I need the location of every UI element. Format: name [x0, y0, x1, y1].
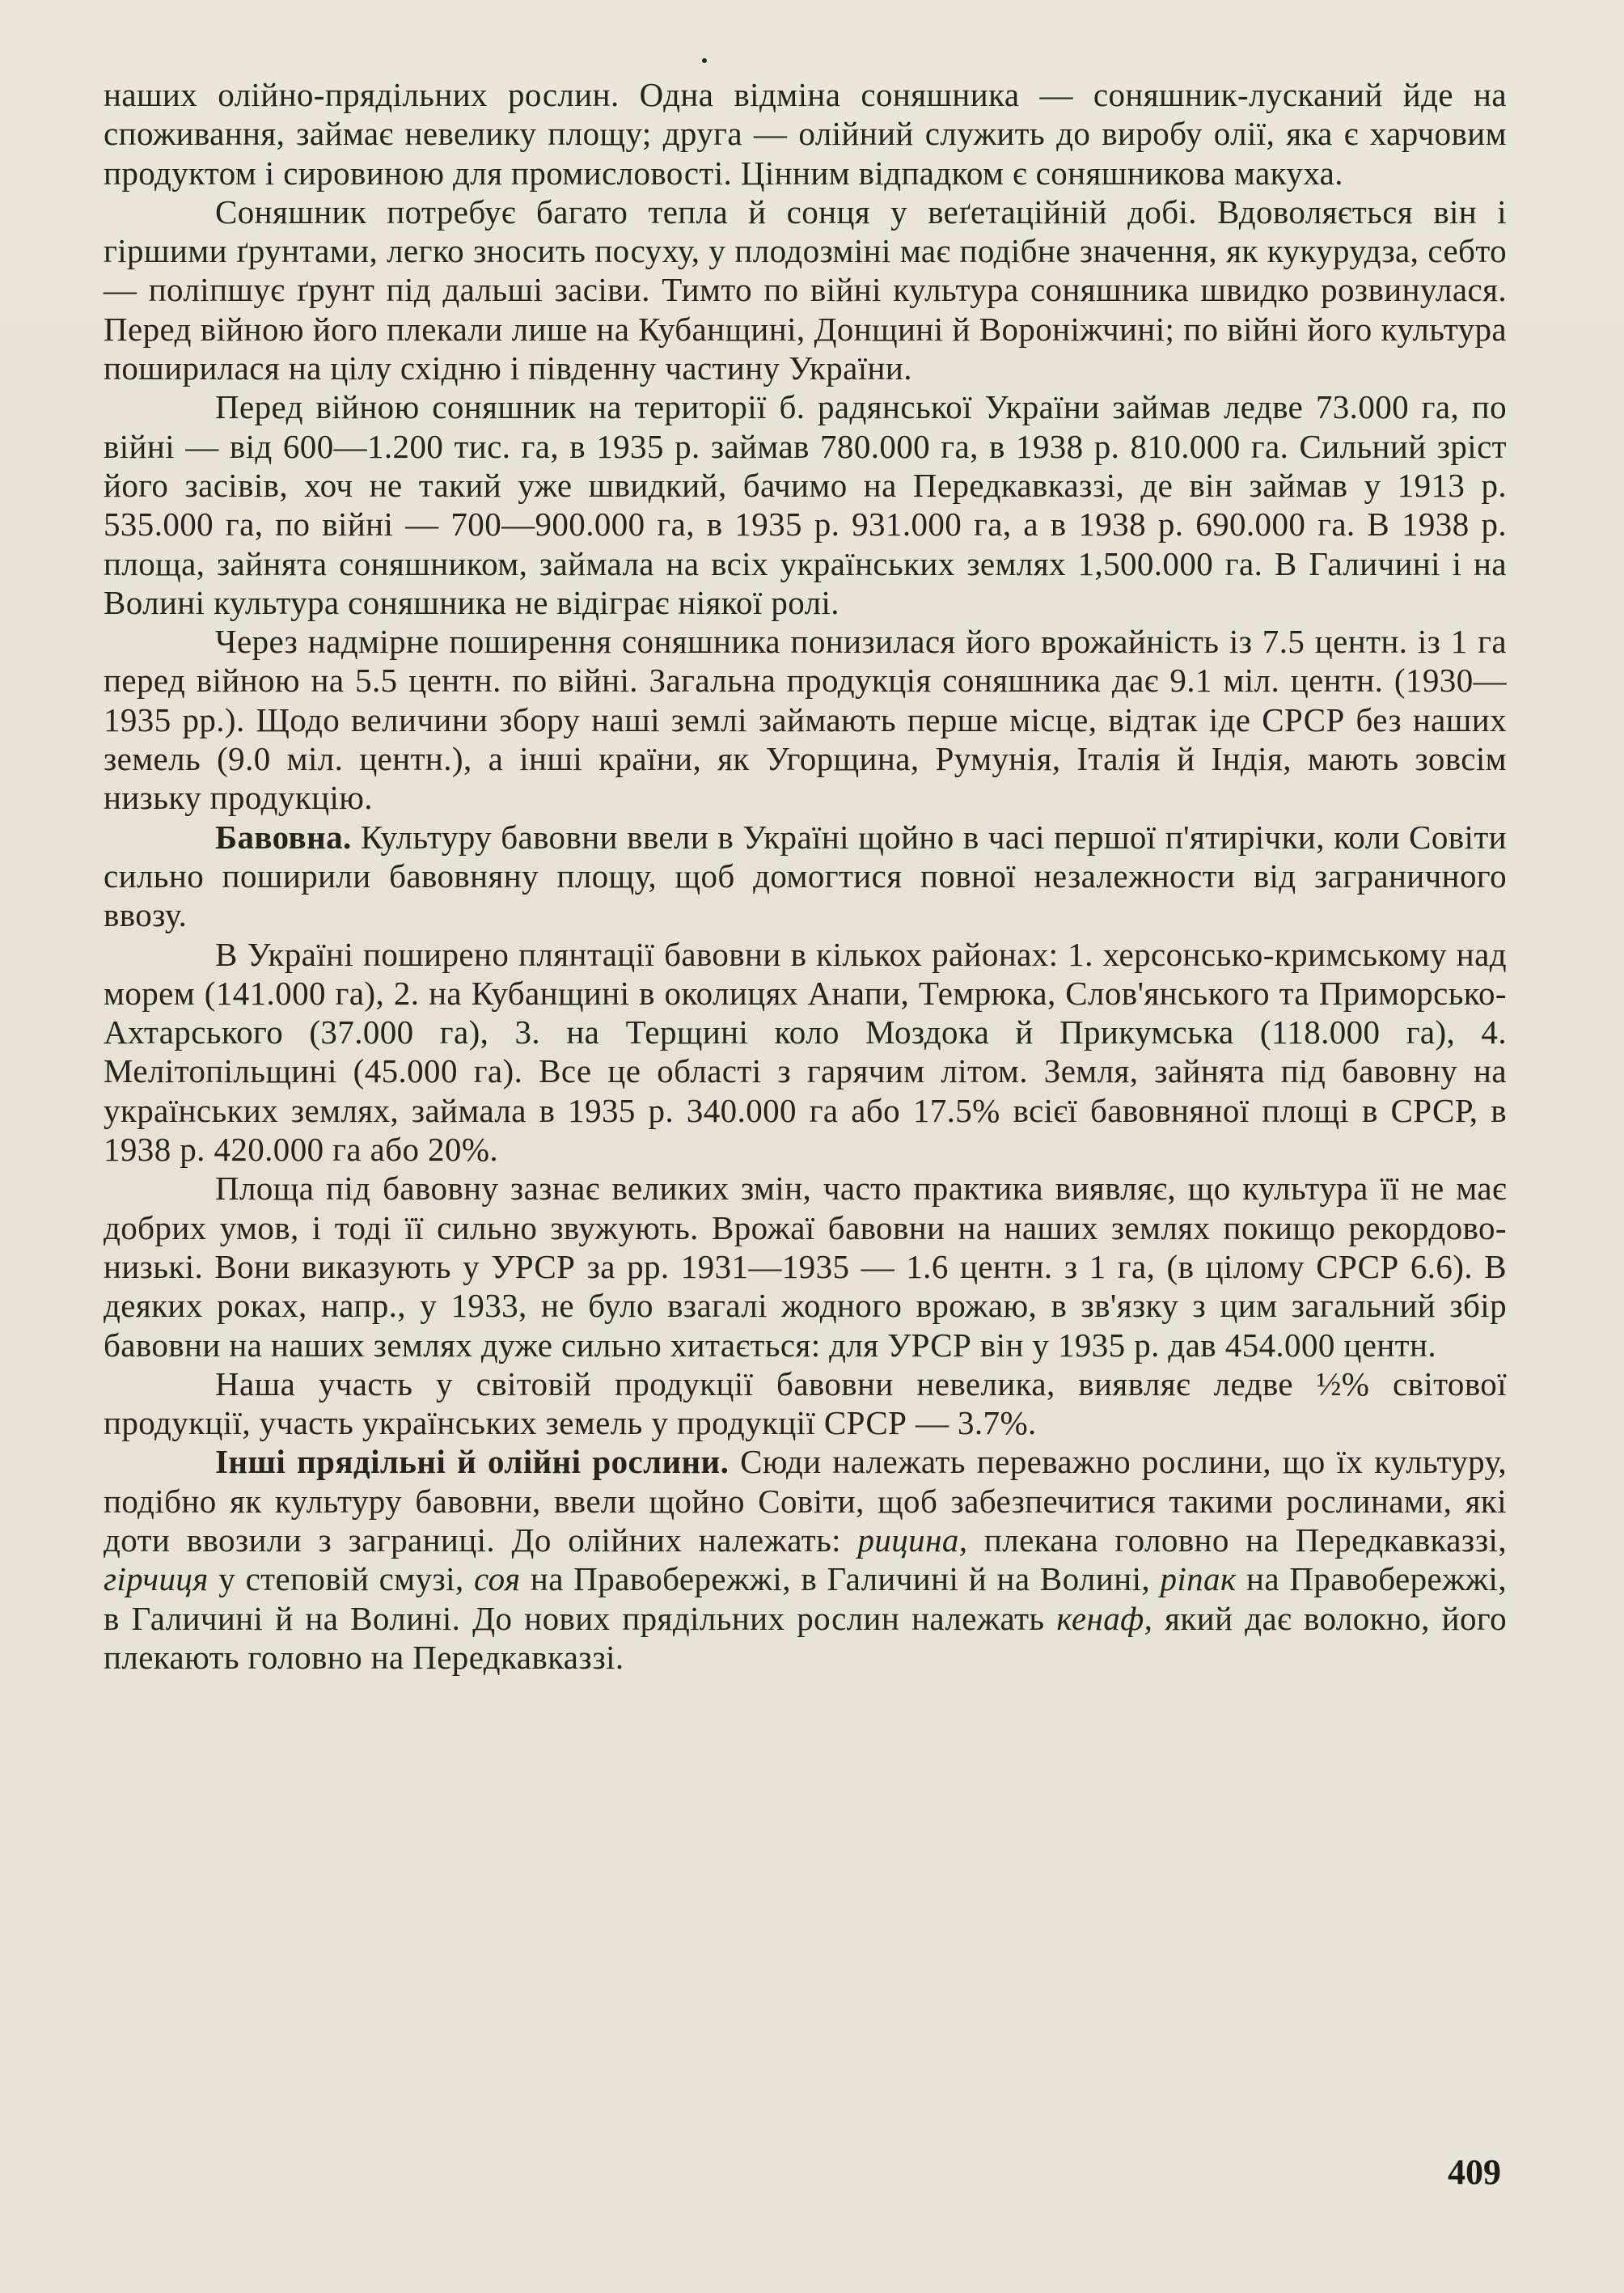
paragraph: наших олійно-прядільних рослин. Одна відміна соняшника — соняшник-лусканий йде на споживання, займає невелику площу; друга — олійний служить до виробу олії, яка є харчовим продуктом і сировиною для промисловості. Цінним відпадком є соняшникова макуха.: [104, 76, 1507, 192]
plant-name: рицина,: [857, 1521, 968, 1559]
plant-name: ріпак: [1160, 1560, 1237, 1598]
paragraph: Через надмірне поширення соняшника понизилася його врожайність із 7.5 центн. із 1 га перед війною на 5.5 центн. по війні. Загальна продукція соняшника дає 9.1 міл. центн. (1930—1935 рр.). Щодо величини збору наші землі займають перше місце, відтак іде СРСР без наших земель (9.0 міл. центн.), а інші країни, як Угорщина, Румунія, Італія й Індія, мають зовсім низьку продукцію.: [104, 623, 1507, 817]
paragraph: Наша участь у світовій продукції бавовни невелика, виявляє ледве ½% світової продукції, участь українських земель у продукції СРСР — 3.7%.: [104, 1364, 1507, 1442]
ink-speck: [702, 58, 707, 63]
paragraph: Площа під бавовну зазнає великих змін, часто практика виявляє, що культура її не має добрих умов, і тоді її сильно звужують. Врожаї бавовни на наших землях покищо рекордово-низькі. Вони виказують у УРСР за рр. 1931—1935 — 1.6 центн. з 1 га, (в цілому СРСР 6.6). В деяких роках, напр., у 1933, не було взагалі жодного врожаю, в зв'язку з цим загальний збір бавовни на наших землях дуже сильно хитається: для УРСР він у 1935 р. дав 454.000 центн.: [104, 1170, 1507, 1364]
plant-name: соя: [474, 1560, 521, 1598]
section-heading: Бавовна.: [215, 818, 352, 856]
paragraph: Бавовна. Культуру бавовни ввели в Україні щойно в часі першої п'ятирічки, коли Совіти сильно поширили бавовняну площу, щоб домогтися повної незалежности від заграничного ввозу.: [104, 818, 1507, 934]
paragraph: Інші прядільні й олійні рослини. Сюди належать переважно рослини, що їх культуру, подібно як культуру бавовни, ввели щойно Совіти, щоб забезпечитися такими рослинами, які доти ввозили з заграниці. До олійних належать: рицина, плекана головно на Передкавказзі, гірчиця у степовій смузі, соя на Правобережжі, в Галичині й на Волині, ріпак на Правобережжі, в Галичині й на Волині. До нових прядільних рослин належать кенаф, який дає волокно, його плекають головно на Передкавказзі.: [104, 1443, 1507, 1676]
page-number: 409: [1448, 2152, 1501, 2192]
paragraph: Соняшник потребує багато тепла й сонця у веґетаційній добі. Вдоволяється він і гіршими ґрунтами, легко зносить посуху, у плодозміні має подібне значення, як кукурудза, себто — поліпшує ґрунт під дальші засіви. Тимто по війні культура соняшника швидко розвинулася. Перед війною його плекали лише на Кубанщині, Донщині й Вороніжчині; по війні його культура поширилася на цілу східню і південну частину України.: [104, 192, 1507, 387]
plant-name: кенаф,: [1056, 1599, 1153, 1637]
paragraph: Перед війною соняшник на території б. радянської України займав ледве 73.000 га, по війні — від 600—1.200 тис. га, в 1935 р. займав 780.000 га, в 1938 р. 810.000 га. Сильний зріст його засівів, хоч не такий уже швидкий, бачимо на Передкавказзі, де він займав у 1913 р. 535.000 га, по війні — 700—900.000 га, в 1935 р. 931.000 га, а в 1938 р. 690.000 га. В 1938 р. площа, зайнята соняшником, займала на всіх українських землях 1,500.000 га. В Галичині і на Волині культура соняшника не відіграє ніякої ролі.: [104, 388, 1507, 621]
body-text: [104, 75, 1507, 1677]
paragraph: В Україні поширено плянтації бавовни в кількох районах: 1. херсонсько-кримському над морем (141.000 га), 2. на Кубанщині в околицях Анапи, Темрюка, Слов'янського та Приморсько-Ахтарського (37.000 га), 3. на Терщині коло Моздока й Прикумська (118.000 га), 4. Мелітопільщині (45.000 га). Все це області з гарячим літом. Земля, зайнята під бавовну на українських землях, займала в 1935 р. 340.000 га або 17.5% всієї бавовняної площі в СРСР, в 1938 р. 420.000 га або 20%.: [104, 935, 1507, 1169]
section-heading: Інші прядільні й олійні рослини.: [215, 1443, 730, 1481]
plant-name: гірчиця: [104, 1560, 209, 1598]
